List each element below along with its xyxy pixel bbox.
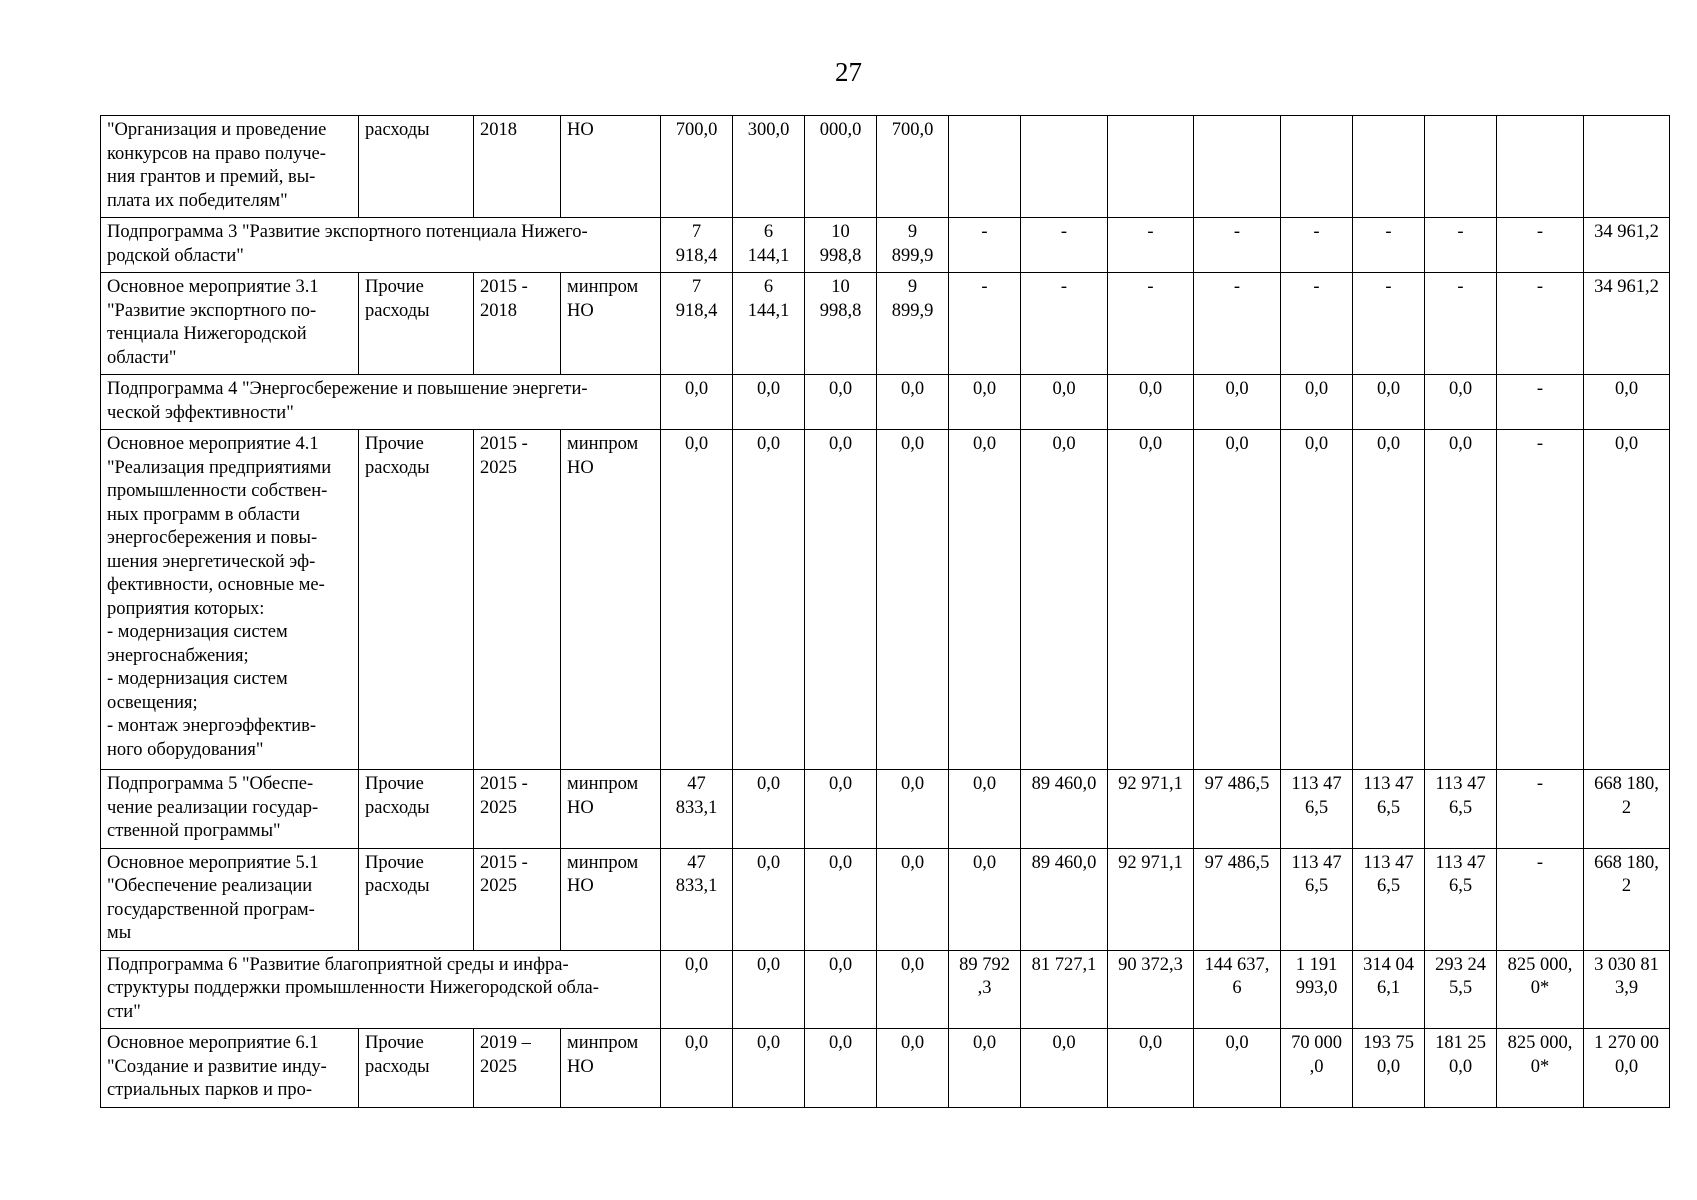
executor-cell: минпром НО — [561, 1029, 661, 1108]
value-cell: 3 030 81 3,9 — [1584, 950, 1670, 1029]
value-cell — [949, 116, 1021, 218]
value-cell: 0,0 — [805, 430, 877, 770]
expense-type-cell: Прочие расходы — [359, 430, 474, 770]
value-cell: 314 04 6,1 — [1353, 950, 1425, 1029]
executor-cell: минпром НО — [561, 848, 661, 950]
value-cell: 0,0 — [1425, 430, 1497, 770]
value-cell: 0,0 — [1194, 1029, 1281, 1108]
value-cell: 0,0 — [661, 375, 733, 430]
value-cell: - — [949, 218, 1021, 273]
expense-type-cell: Прочие расходы — [359, 848, 474, 950]
value-cell: - — [1281, 218, 1353, 273]
value-cell: 113 47 6,5 — [1425, 770, 1497, 849]
value-cell: 0,0 — [805, 375, 877, 430]
value-cell: 0,0 — [1021, 1029, 1108, 1108]
value-cell: - — [949, 273, 1021, 375]
value-cell: - — [1425, 273, 1497, 375]
value-cell: 7 918,4 — [661, 273, 733, 375]
value-cell: 0,0 — [877, 770, 949, 849]
expense-type-cell: Прочие расходы — [359, 1029, 474, 1108]
value-cell: 0,0 — [1584, 430, 1670, 770]
program-name-cell: Основное мероприятие 6.1 "Создание и развитие инду- стриальных парков и про- — [101, 1029, 359, 1108]
value-cell: 0,0 — [1021, 375, 1108, 430]
value-cell: 0,0 — [877, 848, 949, 950]
value-cell: 181 25 0,0 — [1425, 1029, 1497, 1108]
value-cell: - — [1281, 273, 1353, 375]
value-cell: 113 47 6,5 — [1281, 770, 1353, 849]
program-name-cell: Основное мероприятие 5.1 "Обеспечение реализации государственной програм- мы — [101, 848, 359, 950]
expense-type-cell: Прочие расходы — [359, 273, 474, 375]
program-name-cell: Основное мероприятие 4.1 "Реализация предприятиями промышленности собствен- ных программ в области энергосбережения и повы- шения энергетической эф- фективности, основные ме- роприятия которых: - модернизация систем энергоснабжения; - модернизация систем освещения; - монтаж энергоэффектив- ного оборудования" — [101, 430, 359, 770]
value-cell: - — [1497, 273, 1584, 375]
value-cell: 0,0 — [877, 430, 949, 770]
value-cell: - — [1021, 273, 1108, 375]
value-cell: - — [1353, 218, 1425, 273]
value-cell: - — [1194, 218, 1281, 273]
value-cell: 7 918,4 — [661, 218, 733, 273]
value-cell: - — [1108, 218, 1194, 273]
value-cell: 113 47 6,5 — [1281, 848, 1353, 950]
value-cell: 47 833,1 — [661, 770, 733, 849]
value-cell: - — [1497, 375, 1584, 430]
value-cell: 1 191 993,0 — [1281, 950, 1353, 1029]
program-name-cell: Подпрограмма 5 "Обеспе- чение реализации государ- ственной программы" — [101, 770, 359, 849]
value-cell: 0,0 — [1108, 1029, 1194, 1108]
value-cell: 293 24 5,5 — [1425, 950, 1497, 1029]
value-cell: 0,0 — [949, 848, 1021, 950]
period-cell: 2015 - 2025 — [474, 430, 561, 770]
value-cell: 0,0 — [1425, 375, 1497, 430]
value-cell: 113 47 6,5 — [1353, 770, 1425, 849]
period-cell: 2019 – 2025 — [474, 1029, 561, 1108]
value-cell: 1 270 00 0,0 — [1584, 1029, 1670, 1108]
executor-cell: минпром НО — [561, 273, 661, 375]
value-cell: 0,0 — [877, 950, 949, 1029]
value-cell: 0,0 — [733, 375, 805, 430]
executor-cell: НО — [561, 116, 661, 218]
value-cell: 113 47 6,5 — [1425, 848, 1497, 950]
value-cell: 193 75 0,0 — [1353, 1029, 1425, 1108]
value-cell: 0,0 — [949, 375, 1021, 430]
value-cell: - — [1021, 218, 1108, 273]
table-row — [101, 375, 1670, 430]
value-cell: 700,0 — [661, 116, 733, 218]
expense-type-cell: расходы — [359, 116, 474, 218]
table-row — [101, 950, 1670, 1029]
value-cell: 70 000 ,0 — [1281, 1029, 1353, 1108]
value-cell: 668 180, 2 — [1584, 770, 1670, 849]
value-cell: 34 961,2 — [1584, 273, 1670, 375]
value-cell: 97 486,5 — [1194, 848, 1281, 950]
value-cell: 0,0 — [733, 950, 805, 1029]
value-cell: 0,0 — [805, 848, 877, 950]
value-cell: 700,0 — [877, 116, 949, 218]
value-cell: 47 833,1 — [661, 848, 733, 950]
table-row — [101, 218, 1670, 273]
value-cell: 0,0 — [949, 1029, 1021, 1108]
value-cell: 0,0 — [1281, 375, 1353, 430]
value-cell: 668 180, 2 — [1584, 848, 1670, 950]
table-row — [101, 848, 1670, 950]
value-cell: 0,0 — [1353, 375, 1425, 430]
value-cell: 10 998,8 — [805, 218, 877, 273]
table-row — [101, 770, 1670, 849]
value-cell: 0,0 — [1194, 430, 1281, 770]
value-cell: 0,0 — [1353, 430, 1425, 770]
value-cell: - — [1194, 273, 1281, 375]
value-cell: 81 727,1 — [1021, 950, 1108, 1029]
value-cell: 89 460,0 — [1021, 848, 1108, 950]
value-cell: 9 899,9 — [877, 273, 949, 375]
table-row — [101, 273, 1670, 375]
value-cell: 0,0 — [1021, 430, 1108, 770]
value-cell: 0,0 — [877, 375, 949, 430]
period-cell: 2018 — [474, 116, 561, 218]
table-row — [101, 116, 1670, 218]
value-cell: 0,0 — [661, 1029, 733, 1108]
value-cell: - — [1497, 430, 1584, 770]
value-cell: 0,0 — [1584, 375, 1670, 430]
value-cell: 0,0 — [733, 848, 805, 950]
value-cell: - — [1108, 273, 1194, 375]
subprogram-title-cell: Подпрограмма 6 "Развитие благоприятной среды и инфра- структуры поддержки промышленности Нижегородской обла- сти" — [101, 950, 661, 1029]
subprogram-title-cell: Подпрограмма 4 "Энергосбережение и повышение энергети- ческой эффективности" — [101, 375, 661, 430]
value-cell: 92 971,1 — [1108, 770, 1194, 849]
executor-cell: минпром НО — [561, 430, 661, 770]
value-cell: 92 971,1 — [1108, 848, 1194, 950]
value-cell: 000,0 — [805, 116, 877, 218]
period-cell: 2015 - 2025 — [474, 848, 561, 950]
value-cell: 0,0 — [661, 950, 733, 1029]
page-number: 27 — [835, 57, 862, 87]
value-cell: 144 637, 6 — [1194, 950, 1281, 1029]
value-cell — [1021, 116, 1108, 218]
value-cell: 0,0 — [1108, 430, 1194, 770]
value-cell: 0,0 — [1108, 375, 1194, 430]
value-cell: 113 47 6,5 — [1353, 848, 1425, 950]
expense-type-cell: Прочие расходы — [359, 770, 474, 849]
value-cell: 0,0 — [805, 1029, 877, 1108]
value-cell — [1497, 116, 1584, 218]
program-name-cell: "Организация и проведение конкурсов на право получе- ния грантов и премий, вы- плата их победителям" — [101, 116, 359, 218]
value-cell: 0,0 — [661, 430, 733, 770]
period-cell: 2015 - 2025 — [474, 770, 561, 849]
value-cell: 0,0 — [805, 950, 877, 1029]
value-cell: 6 144,1 — [733, 273, 805, 375]
value-cell — [1425, 116, 1497, 218]
value-cell: 89 792 ,3 — [949, 950, 1021, 1029]
value-cell: 0,0 — [733, 1029, 805, 1108]
value-cell: - — [1497, 848, 1584, 950]
table-row — [101, 1029, 1670, 1108]
value-cell: - — [1425, 218, 1497, 273]
value-cell: 0,0 — [949, 770, 1021, 849]
budget-table — [100, 115, 1670, 1108]
value-cell: 300,0 — [733, 116, 805, 218]
value-cell: 89 460,0 — [1021, 770, 1108, 849]
value-cell: 0,0 — [805, 770, 877, 849]
value-cell: 825 000, 0* — [1497, 1029, 1584, 1108]
value-cell: 10 998,8 — [805, 273, 877, 375]
value-cell — [1108, 116, 1194, 218]
value-cell — [1194, 116, 1281, 218]
executor-cell: минпром НО — [561, 770, 661, 849]
program-name-cell: Основное мероприятие 3.1 "Развитие экспортного по- тенциала Нижегородской области" — [101, 273, 359, 375]
value-cell: 825 000, 0* — [1497, 950, 1584, 1029]
value-cell — [1353, 116, 1425, 218]
value-cell: - — [1353, 273, 1425, 375]
value-cell: 34 961,2 — [1584, 218, 1670, 273]
value-cell — [1584, 116, 1670, 218]
value-cell: 6 144,1 — [733, 218, 805, 273]
value-cell: 0,0 — [949, 430, 1021, 770]
value-cell: 0,0 — [1281, 430, 1353, 770]
value-cell: 0,0 — [733, 770, 805, 849]
table-row — [101, 430, 1670, 770]
value-cell: 0,0 — [733, 430, 805, 770]
value-cell: 0,0 — [1194, 375, 1281, 430]
value-cell: - — [1497, 770, 1584, 849]
value-cell: 97 486,5 — [1194, 770, 1281, 849]
value-cell: 0,0 — [877, 1029, 949, 1108]
value-cell: - — [1497, 218, 1584, 273]
value-cell: 9 899,9 — [877, 218, 949, 273]
value-cell — [1281, 116, 1353, 218]
value-cell: 90 372,3 — [1108, 950, 1194, 1029]
subprogram-title-cell: Подпрограмма 3 "Развитие экспортного потенциала Нижего- родской области" — [101, 218, 661, 273]
period-cell: 2015 - 2018 — [474, 273, 561, 375]
